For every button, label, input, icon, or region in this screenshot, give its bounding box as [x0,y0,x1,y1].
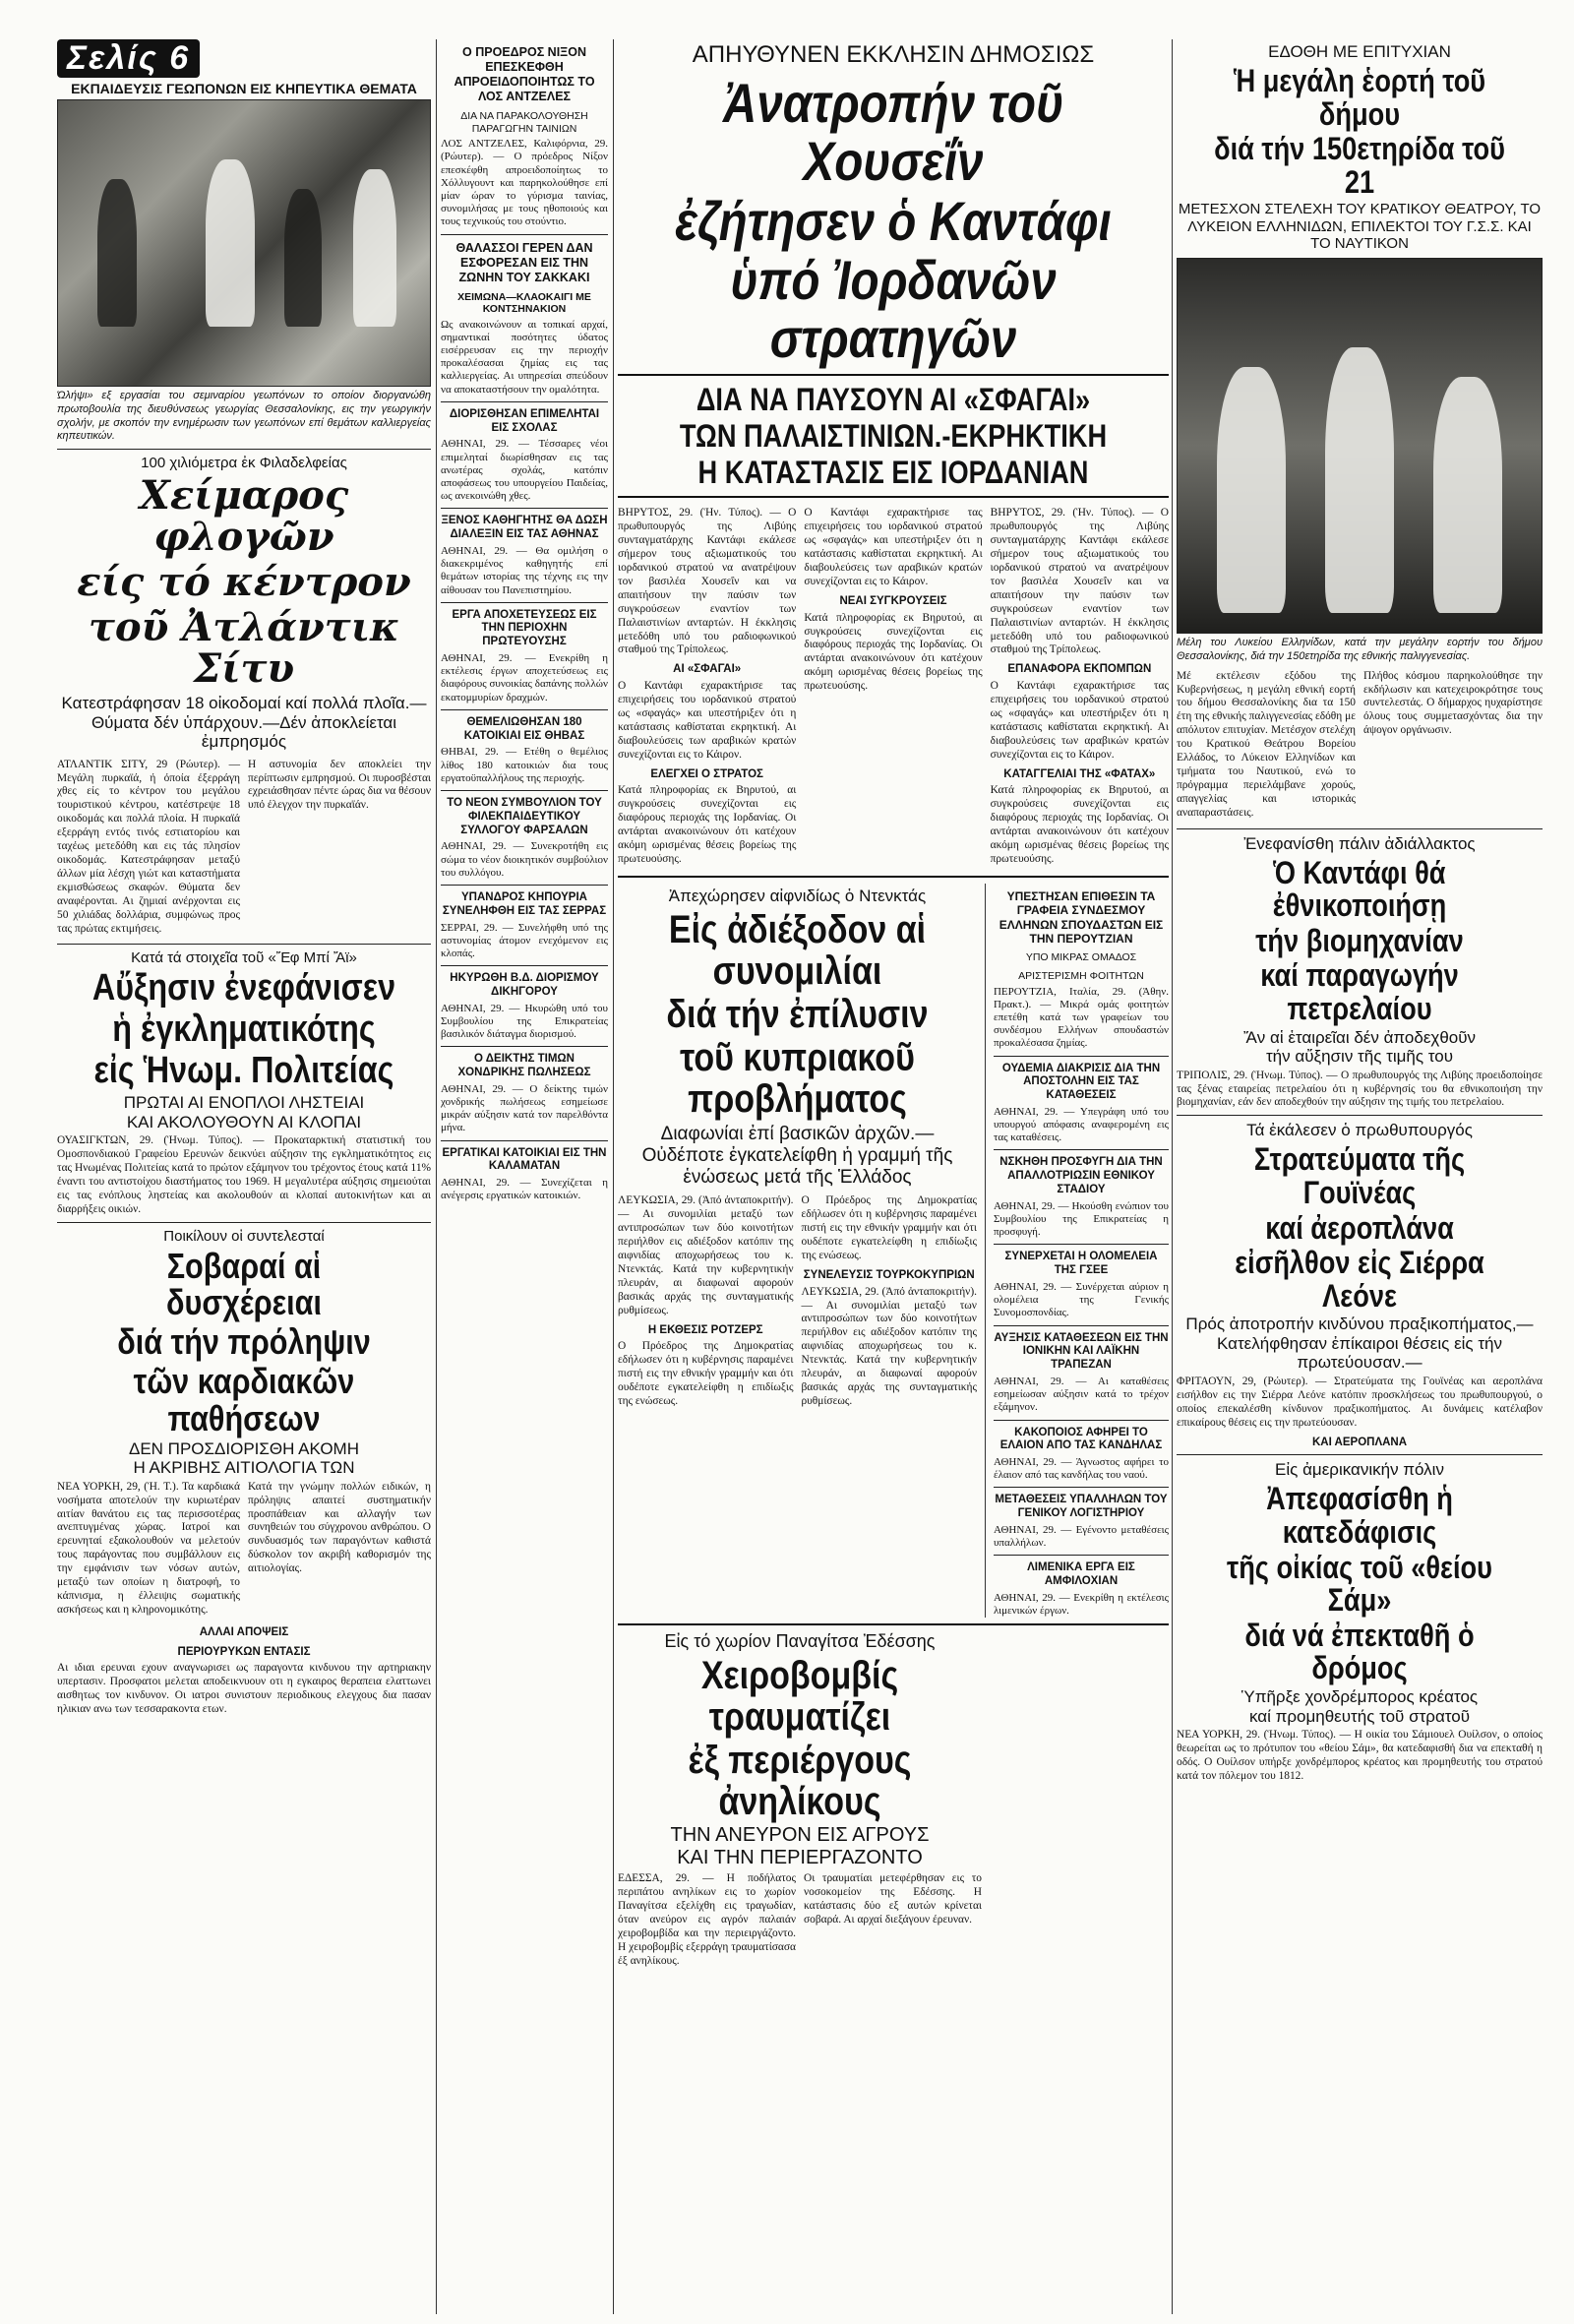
brief-body: ΠΕΡΟΥΤΖΙΑ, Ιταλία, 29. (Ἀθην. Πρακτ.). — Μικρά ομάς φοιτητών επετέθη κατά των γραφείων του συνδέσμου Ελλήνων σπουδαστών προκαλέσασα ζημίας. [993,985,1169,1050]
brief-body: ΑΘΗΝΑΙ, 29. — Ο δείκτης τιμών χονδρικής πωλήσεως εσημείωσε μικράν αύξησιν κατά τον παρελθόντα μήνα. [441,1082,608,1134]
column-rule [1172,39,1173,2314]
lead-deck: ΤΩΝ ΠΑΛΑΙΣΤΙΝΙΩΝ.-ΕΚΡΗΚΤΙΚΗ [679,417,1108,454]
brief-body: ΑΘΗΝΑΙ, 29. — Ενεκρίθη η εκτέλεσις λιμενικών έργων. [993,1592,1169,1618]
article-body: ΟΥΑΣΙΓΚΤΩΝ, 29. (Ἡνωμ. Τύπος). — Προκαταρκτική στατιστική του Ομοσπονδιακού Γραφείου Ερευνών δεικνύει αύξησιν της εγκληματικότητος εις τας Ηνωμένας Πολιτείας κατά το πρώτον εξάμηνον του τρέχοντος έτους κατά 11% έναντι του αντιστοίχου διαστήματος του 1969. Η μεγαλυτέρα αύξησις σημειούται εις τας ενόπλους ληστείας και ακολουθούν αι κλοπαί αυτοκινήτων και αι διαρρήξεις οικιών. [57,1134,431,1215]
brief-body: ΑΘΗΝΑΙ, 29. — Αι καταθέσεις εσημείωσαν αύξησιν κατά το τρέχον εξάμηνον. [993,1375,1169,1414]
agronomists-photo [57,99,431,387]
story-kicker: Εἰς τό χωρίον Παναγίτσα Ἐδέσσης [664,1631,936,1652]
article-body: ΝΕΑ ΥΟΡΚΗ, 29, (Ἡ. Τ.). Τα καρδιακά νοσήματα αποτελούν την κυριωτέραν αιτίαν θανάτου εις τας περισσοτέρας ανεπτυγμένας χώρας. Ιατροί και ερευνηταί εξακολουθούν να μελετούν τους παράγοντας που συμβάλλουν εις την εμφάνισιν των νόσων αυτών, μεταξύ των οποίων η διατροφή, το κάπνισμα, η έλλειψις σωματικής ασκήσεως και η κληρονομικότης. [57,1480,240,1616]
headline: διά τήν ἐπίλυσιν [666,992,929,1036]
subhead: ΕΠΑΝΑΦΟΡΑ ΕΚΠΟΜΠΩΝ [1007,663,1152,676]
brief-subtitle: ΥΠΟ ΜΙΚΡΑΣ ΟΜΑΔΟΣ [1025,951,1137,964]
article-body: ΤΡΙΠΟΛΙΣ, 29. (Ἡνωμ. Τύπος). — Ο πρωθυπουργός της Λιβύης προειδοποίησε τας ξένας εταιρείας πετρελαίου ότι η κυβέρνησίς του θα εθνικοποιήση την βιομηχανίαν, εάν δεν αποδεχθούν την αύξησιν της τιμής του πετρελαίου. [1177,1069,1543,1109]
article-body: ΑΤΛΑΝΤΙΚ ΣΙΤΥ, 29 (Ρώυτερ). — Μεγάλη πυρκαϊά, ή όποία έξερράγη χθες είς το κέντρον του μεγάλου τουριστικού κέντρου, κατέστρεψε 18 οικοδομάς και πολλά πλοία. Η πυρκαϊά εξερράγη εντός τινός εστιατορίου και ταχέως μετεδόθη και εις τάς πλησίον οικοδομάς. Κατεστράφησαν μεταξύ άλλων μία λέσχη γιώτ και καταστήματα εκμισθώσεως σκαφών. Θύματα δεν αναφέρονται. Αι ζημιαί ανέρχονται εις 50 χιλιάδας δολλάρια, συμφώνως προς τας πρώτας εκτιμήσεις. [57,758,240,935]
brief-title: ΗΚΥΡΩΘΗ Β.Δ. ΔΙΟΡΙΣΜΟΥ ΔΙΚΗΓΟΡΟΥ [450,972,599,998]
article-body: ΒΗΡΥΤΟΣ, 29. (Ἡν. Τύπος). — Ο πρωθυπουργός της Λιβύης συνταγματάρχης Καντάφι εκάλεσε σήμερον τους αξιωματικούς του ιορδανικού στρατού να ανατρέψουν τον βασιλέα Χουσεΐν και να απαιτήσουν την παύσιν των συγκρούσεων εναντίον των Παλαιστινίων ανταρτών. Η έκκλησις μετεδόθη υπό του ραδιοφωνικού σταθμού της Τρίπολεως. [990,507,1169,656]
headline: Σοβαραί αἱ δυσχέρειαι [166,1245,322,1323]
brief-subtitle: ΔΙΑ ΝΑ ΠΑΡΑΚΟΛΟΥΘΗΣΗ ΠΑΡΑΓΩΓΗΝ ΤΑΙΝΙΩΝ [460,110,588,135]
article-body: Μέ εκτέλεσιν εξόδου της Κυβερνήσεως, η μεγάλη εθνική εορτή του δήμου Θεσσαλονίκης δια τα 150 έτη της εθνικής παλιγγενεσίας εδόθη με απόλυτον επιτυχίαν. Μετέσχον στελέχη του Κρατικού Θεάτρου Βορείου Ελλάδος, το Λύκειον Ελληνίδων και τμήματα του Ναυτικού, ενώ το πρόγραμμα περιελάμβανε χορούς, απαγγελίας και ιστορικάς αναπαραστάσεις. [1177,669,1356,819]
lead-kicker: ΑΠΗΥΘΥΝΕΝ ΕΚΚΛΗΣΙΝ ΔΗΜΟΣΙΩΣ [692,41,1095,68]
brief-title: ΑΥΞΗΣΙΣ ΚΑΤΑΘΕΣΕΩΝ ΕΙΣ ΤΗΝ ΙΟΝΙΚΗΝ ΚΑΙ ΛΑΪΚΗΝ ΤΡΑΠΕΖΑΝ [994,1331,1169,1372]
column-3 [618,39,1169,2314]
headline: διά τήν πρόληψιν [117,1321,371,1363]
article-body: Ο Πρόεδρος της Δημοκρατίας εδήλωσεν ότι η κυβέρνησις παραμένει πιστή εις την εθνικήν γραμμήν και ότι ουδέποτε εγκατελείφθη η επιδίωξις της ενώσεως. [618,1340,794,1407]
article-body: Ο Καντάφι εχαρακτήρισε τας επιχειρήσεις του ιορδανικού στρατού ως «σφαγάς» και υπεστήριξεν ότι η κατάστασις καθίσταται εκρηκτική. Αι διαβουλεύσεις των αραβικών κρατών συνεχίζονται εις το Κάιρον. [990,680,1169,761]
article-body: Ο Καντάφι εχαρακτήρισε τας επιχειρήσεις του ιορδανικού στρατού ως «σφαγάς» και υπεστήριξεν ότι η κατάστασις καθίσταται εκρηκτική. Αι διαβουλεύσεις των αραβικών κρατών συνεχίζονται εις το Κάιρον. [804,507,983,587]
story-kicker: Εἰς ἀμερικανικήν πόλιν [1275,1460,1444,1480]
story-kicker: ΕΔΟΘΗ ΜΕ ΕΠΙΤΥΧΙΑΝ [1268,42,1451,61]
page-tag: Σελίς 6 [57,39,200,78]
brief-body: ΑΘΗΝΑΙ, 29. — Άγνωστος αφήρει το έλαιον από τας κανδήλας του ναού. [993,1456,1169,1482]
lead-headline: Ἀνατροπήν τοῦ Χουσεΐν [722,72,1064,192]
brief-body: ΑΘΗΝΑΙ, 29. — Θα ομιλήση ο διακεκριμένος καθηγητής επί θεμάτων ιστορίας της τέχνης εις την αίθουσαν του Πανεπιστημίου. [441,544,608,596]
deck: ΜΕΤΕΣΧΟΝ ΣΤΕΛΕΧΗ ΤΟΥ ΚΡΑΤΙΚΟΥ ΘΕΑΤΡΟΥ, ΤΟ ΛΥΚΕΙΟΝ ΕΛΛΗΝΙΔΩΝ, ΕΠΙΛΕΚΤΟΙ ΤΟΥ Γ.Σ.Σ. ΚΑΙ ΤΟ ΝΑΥΤΙΚΟΝ [1178,201,1542,252]
deck: καί προμηθευτής τοῦ στρατοῦ [1248,1706,1471,1726]
article-body: ΦΡΙΤΑΟΥΝ, 29, (Ρώυτερ). — Στρατεύματα της Γουϊνέας και αεροπλάνα εισήλθον εις την Σιέρρα Λεόνε κατόπιν προσκλήσεως του πρωθυπουργού, ο οποίος επεκαλέσθη κίνδυνον πραξικοπήματος. Αι δυνάμεις κατέλαβον επικαίρους θέσεις εις την πρωτεύουσαν. [1177,1375,1543,1429]
brief-body: ΑΘΗΝΑΙ, 29. — Υπεγράφη υπό του υπουργού απόφασις αναφερομένη εις τας καταθέσεις. [993,1105,1169,1144]
brief-body: ΑΘΗΝΑΙ, 29. — Συνεκροτήθη εις σώμα το νέον διοικητικόν συμβούλιον του συλλόγου. [441,840,608,879]
story-kicker: Τά ἐκάλεσεν ὁ πρωθυπουργός [1246,1121,1473,1140]
headline: τῶν καρδιακῶν παθήσεων [133,1361,355,1438]
column-rule [613,39,614,2314]
brief-body: ΘΗΒΑΙ, 29. — Ετέθη ο θεμέλιος λίθος 180 κατοικιών δια τους εργατοϋπαλλήλους της περιοχής. [441,746,608,784]
photo-caption: Ώλήψι» εξ εργασίαι του σεμιναρίου γεωπόνων το οποίον διοργανώθη πρωτοβουλία της διευθύνσεως γεωργίας Θεσσαλονίκης, εις την γεωργικήν σχολήν, με σκοπόν την ενημέρωσιν των γεωπόνων επί θεμάτων καλλιεργείας κηπευτικών. [57,390,431,443]
headline: Ὁ Καντάφι θά ἐθνικοποιήσῃ [1272,854,1447,924]
deck: ΚΑΙ ΤΗΝ ΠΕΡΙΕΡΓΑΖΟΝΤΟ [677,1847,923,1869]
deck: Ἄν αἱ ἑταιρεῖαι δέν ἀποδεχθοῦν [1242,1027,1477,1047]
brief-body: ΑΘΗΝΑΙ, 29. — Ενεκρίθη η εκτέλεσις έργων αποχετεύσεως εις διαφόρους συνοικίας δαπάνης πολλών εκατομμυρίων δραχμών. [441,652,608,703]
brief-body: Ως ανακοινώνουν αι τοπικαί αρχαί, σημαντικαί ποσότητες ύδατος εισέρρευσαν εις την περιοχήν προκαλέσασαι ζημίας εις τας καλλιεργείας. Αι υπηρεσίαι σπεύδουν να αποκαταστήσουν την ομαλότητα. [441,318,608,396]
headline: τοῦ Ἀτλάντικ Σίτυ [88,604,400,692]
brief-title: ΘΕΜΕΛΙΩΘΗΣΑΝ 180 ΚΑΤΟΙΚΙΑΙ ΕΙΣ ΘΗΒΑΣ [463,715,585,742]
deck: Η ΑΚΡΙΒΗΣ ΑΙΤΙΟΛΟΓΙΑ ΤΩΝ [133,1458,355,1478]
brief-title: Ο ΔΕΙΚΤΗΣ ΤΙΜΩΝ ΧΟΝΔΡΙΚΗΣ ΠΩΛΗΣΕΩΣ [457,1053,591,1079]
headline: ἐξ περιέργους ἀνηλίκους [688,1739,912,1824]
brief-title: ΕΡΓΑ ΑΠΟΧΕΤΕΥΣΕΩΣ ΕΙΣ ΤΗΝ ΠΕΡΙΟΧΗΝ ΠΡΩΤΕΥΟΥΣΗΣ [452,608,597,648]
lead-headline: ὑπό Ἰορδανῶν στρατηγῶν [730,249,1057,370]
article-body: Κατά πληροφορίας εκ Βηρυτού, αι συγκρούσεις συνεχίζονται εις διαφόρους περιοχάς της Ιορδανίας. Οι αντάρται ανακοινώνουν ότι κατέχουν ακόμη ωρισμένας θέσεις βορείως της πρωτευούσης. [618,784,797,865]
column-4 [1177,39,1543,2314]
story-kicker: Ἀπεχώρησεν αἰφνιδίως ὁ Ντενκτάς [668,886,927,905]
deck: ΠΡΩΤΑΙ ΑΙ ΕΝΟΠΛΟΙ ΛΗΣΤΕΙΑΙ [123,1093,365,1113]
brief-title: ΜΕΤΑΘΕΣΕΙΣ ΥΠΑΛΛΗΛΩΝ ΤΟΥ ΓΕΝΙΚΟΥ ΛΟΓΙΣΤΗΡΙΟΥ [995,1494,1168,1520]
brief-title: ΟΥΔΕΜΙΑ ΔΙΑΚΡΙΣΙΣ ΔΙΑ ΤΗΝ ΑΠΟΣΤΟΛΗΝ ΕΙΣ ΤΑΣ ΚΑΤΑΘΕΣΕΙΣ [1001,1062,1161,1102]
brief-body: ΑΘΗΝΑΙ, 29. — Συνεχίζεται η ανέγερσις εργατικών κατοικιών. [441,1177,608,1202]
brief-title: ΔΙΟΡΙΣΘΗΣΑΝ ΕΠΙΜΕΛΗΤΑΙ ΕΙΣ ΣΧΟΛΑΣ [449,407,600,434]
article-body: Ο Καντάφι εχαρακτήρισε τας επιχειρήσεις του ιορδανικού στρατού ως «σφαγάς» και υπεστήριξεν ότι η κατάστασις καθίσταται εκρηκτική. Αι διαβουλεύσεις των αραβικών κρατών συνεχίζονται εις το Κάιρον. [618,680,797,761]
article-body: ΝΕΑ ΥΟΡΚΗ, 29. (Ἡνωμ. Τύπος). — Η οικία του Σάμιουελ Ουίλσον, ο οποίος θεωρείται ως το πρότυπον του «θείου Σάμ», θα κατεδαφισθή δια να επεκταθή η οδός. Ο Ουίλσον υπήρξε χονδρέμπορος κρέατος και προμηθευτής του στρατού κατά τον πόλεμον του 1812. [1177,1729,1543,1782]
article-body: Οι τραυματίαι μετεφέρθησαν εις το νοσοκομείον της Εδέσσης. Η κατάστασις δύο εξ αυτών κρίνεται σοβαρά. Αι αρχαί διεξάγουν έρευναν. [804,1872,982,1926]
headline: καί παραγωγήν πετρελαίου [1260,957,1459,1026]
subhead: ΝΕΑΙ ΣΥΓΚΡΟΥΣΕΙΣ [839,594,947,607]
subhead: Η ΕΚΘΕΣΙΣ ΡΟΤΖΕΡΣ [647,1323,763,1336]
deck: Διαφωνίαι ἐπί βασικῶν ἀρχῶν.— Οὐδέποτε ἐγκατελείφθη ἡ γραμμή τῆς ἑνώσεως μετά τῆς Ἑλλάδος [641,1123,953,1188]
headline: τήν βιομηχανίαν [1255,922,1464,958]
headline: εἰσῆλθον εἰς Σιέρρα Λεόνε [1235,1245,1484,1314]
brief-body: ΑΘΗΝΑΙ, 29. — Ηκούσθη ενώπιον του Συμβουλίου της Επικρατείας η προσφυγή. [993,1199,1169,1239]
story-kicker: Κατά τά στοιχεῖα τοῦ «Ἔφ Μπί Ἄϊ» [131,949,357,967]
brief-subtitle: ΑΡΙΣΤΕΡΙΣΜΗ ΦΟΙΤΗΤΩΝ [1018,969,1144,982]
headline: διά νά ἐπεκταθῆ ὁ δρόμος [1244,1617,1475,1686]
brief-body: ΑΘΗΝΑΙ, 29. — Εγένοντο μεταθέσεις υπαλλήλων. [993,1524,1169,1550]
brief-title: ΛΙΜΕΝΙΚΑ ΕΡΓΑ ΕΙΣ ΑΜΦΙΛΟΧΙΑΝ [1027,1561,1135,1588]
lyceum-photo [1177,258,1543,634]
lead-headline: ἐζήτησεν ὁ Καντάφι [675,189,1112,252]
deck: ΔΕΝ ΠΡΟΣΔΙΟΡΙΣΘΗ ΑΚΟΜΗ [128,1438,359,1458]
column-rule [436,39,437,2314]
subhead: ΑΙ «ΣΦΑΓΑΙ» [673,663,742,676]
brief-title: ΥΠΕΣΤΗΣΑΝ ΕΠΙΘΕΣΙΝ ΤΑ ΓΡΑΦΕΙΑ ΣΥΝΔΕΣΜΟΥ ΕΛΛΗΝΩΝ ΣΠΟΥΔΑΣΤΩΝ ΕΙΣ ΤΗΝ ΠΕΡΟΥΤΖΙΑΝ [999,888,1164,946]
deck: Κατεστράφησαν 18 οἰκοδομαί καί πολλά πλοῖα.— Θύματα δέν ὑπάρχουν.—Δέν ἀποκλείεται ἐμπρησμός [61,694,427,752]
brief-title: ΥΠΑΝΔΡΟΣ ΚΗΠΟΥΡΙΑ ΣΥΝΕΛΗΦΘΗ ΕΙΣ ΤΑΣ ΣΕΡΡΑΣ [442,890,607,917]
brief-title: ΘΑΛΑΣΣΟΙ ΓΕΡΕΝ ΔΑΝ ΕΣΦΟΡΕΣΑΝ ΕΙΣ ΤΗΝ ΖΩΝΗΝ ΤΟΥ ΣΑΚΚΑΚΙ [455,240,593,284]
article-body: Ο Πρόεδρος της Δημοκρατίας εδήλωσεν ότι η κυβέρνησις παραμένει πιστή εις την εθνικήν γραμμήν και ότι ουδέποτε εγκατελείφθη η επιδίωξις της ενώσεως. [801,1194,977,1261]
headline: Χειροβομβίς τραυματίζει [700,1654,899,1740]
deck: ΤΗΝ ΑΝΕΥΡΟΝ ΕΙΣ ΑΓΡΟΥΣ [670,1824,930,1847]
brief-title: ΤΟ ΝΕΟΝ ΣΥΜΒΟΥΛΙΟΝ ΤΟΥ ΦΙΛΕΚΠΑΙΔΕΥΤΙΚΟΥ ΣΥΛΛΟΓΟΥ ΦΑΡΣΑΛΩΝ [447,796,602,836]
deck: Ὑπῆρξε χονδρέμπορος κρέατος [1241,1686,1479,1706]
subhead: ΑΛΛΑΙ ΑΠΟΨΕΙΣ [199,1625,289,1638]
headline: Ἀπεφασίσθη ἡ κατεδάφισις [1266,1481,1453,1550]
section-kicker: ΕΚΠΑΙΔΕΥΣΙΣ ΓΕΩΠΟΝΩΝ ΕΙΣ ΚΗΠΕΥΤΙΚΑ ΘΕΜΑΤΑ [71,81,417,96]
article-body: Κατά πληροφορίας εκ Βηρυτού, αι συγκρούσεις συνεχίζονται εις διαφόρους περιοχάς της Ιορδανίας. Οι αντάρται ανακοινώνουν ότι κατέχουν ακόμη ωρισμένας θέσεις βορείως της πρωτευούσης. [990,784,1169,865]
story-kicker: Ποικίλουν οἱ συντελεσταί [163,1227,325,1245]
article-body: Κατά πληροφορίας εκ Βηρυτού, αι συγκρούσεις συνεχίζονται εις διαφόρους περιοχάς της Ιορδανίας. Οι αντάρται ανακοινώνουν ότι κατέχουν ακόμη ωρισμένας θέσεις βορείως της πρωτευούσης. [804,611,983,693]
column-2 [441,39,608,2314]
article-body: ΕΔΕΣΣΑ, 29. — Η ποδήλατος περιπάτου ανηλίκων εις το χωρίον Παναγίτσα εξελίχθη εις τραγωδίαν, όταν ανεύρον εις αγρόν παλαιάν χειροβομβίδα και την περιειργάζοντο. Η χειροβομβίς εξερράγη τραυματίσασα έξ ανηλίκους. [618,1872,796,1967]
brief-title: ΕΡΓΑΤΙΚΑΙ ΚΑΤΟΙΚΙΑΙ ΕΙΣ ΤΗΝ ΚΑΛΑΜΑΤΑΝ [442,1146,607,1173]
subhead: ΠΕΡΙΟΥΡΥΚΩΝ ΕΝΤΑΣΙΣ [177,1645,311,1658]
brief-title: ΞΕΝΟΣ ΚΑΘΗΓΗΤΗΣ ΘΑ ΔΩΣΗ ΔΙΑΛΕΞΙΝ ΕΙΣ ΤΑΣ ΑΘΗΝΑΣ [441,515,608,541]
brief-title: Ο ΠΡΟΕΔΡΟΣ ΝΙΞΟΝ ΕΠΕΣΚΕΦΘΗ ΑΠΡΟΕΙΔΟΠΟΙΗΤΩΣ ΤΟ ΛΟΣ ΑΝΤΖΕΛΕΣ [454,45,595,103]
headline: τῆς οἰκίας τοῦ «θείου Σάμ» [1227,1549,1492,1619]
lead-deck: Η ΚΑΤΑΣΤΑΣΙΣ ΕΙΣ ΙΟΡΔΑΝΙΑΝ [697,454,1089,490]
article-body: Πλήθος κόσμου παρηκολούθησε την εκδήλωσιν και κατεχειροκρότησε τους συντελεστάς. Ο δήμαρχος ηυχαρίστησε όλους τους συμμετασχόντας δια την άψογον οργάνωσιν. [1363,669,1543,737]
headline: καί ἀεροπλάνα [1265,1209,1454,1246]
headline: Ἡ μεγάλη ἑορτή τοῦ δήμου [1233,63,1486,132]
deck: Πρός ἀποτροπήν κινδύνου πραξικοπήματος,—Κατελήφθησαν ἐπίκαιροι θέσεις εἰς τήν πρωτεύουσαν.— [1185,1315,1534,1373]
lead-deck: ΔΙΑ ΝΑ ΠΑΥΣΟΥΝ ΑΙ «ΣΦΑΓΑΙ» [696,381,1091,417]
headline: ἡ ἐγκληματικότης [112,1009,376,1051]
brief-title: ΚΑΚΟΠΟΙΟΣ ΑΦΗΡΕΙ ΤΟ ΕΛΑΙΟΝ ΑΠΟ ΤΑΣ ΚΑΝΔΗΛΑΣ [999,1426,1163,1452]
brief-title: ΣΥΝΕΡΧΕΤΑΙ Η ΟΛΟΜΕΛΕΙΑ ΤΗΣ ΓΣΕΕ [1004,1251,1158,1277]
headline: Αὔξησιν ἐνεφάνισεν [91,967,396,1009]
headline: διά τήν 150ετηρίδα τοῦ 21 [1214,131,1505,200]
brief-body: ΑΘΗΝΑΙ, 29. — Συνέρχεται αύριον η ολομέλεια της Γενικής Συνομοσπονδίας. [993,1281,1169,1319]
subhead: ΚΑΙ ΑΕΡΟΠΛΑΝΑ [1311,1436,1408,1448]
brief-body: ΑΘΗΝΑΙ, 29. — Ηκυρώθη υπό του Συμβουλίου της Επικρατείας βασιλικόν διάταγμα διορισμού. [441,1002,608,1041]
brief-body: ΑΘΗΝΑΙ, 29. — Τέσσαρες νέοι επιμεληταί διωρίσθησαν εις τας ανωτέρας σχολάς, κατόπιν αποφάσεως του υπουργείου Παιδείας, ως ανεκοινώθη χθες. [441,438,608,503]
brief-subtitle: ΧΕΙΜΩΝΑ—ΚΛΑΟΚΑΙΓΙ ΜΕ ΚΟΝΤΣΗΝΑΚΙΟΝ [457,290,591,316]
brief-body: ΛΟΣ ΑΝΤΖΕΛΕΣ, Καλιφόρνια, 29. (Ρώυτερ). — Ο πρόεδρος Νίξον επεσκέφθη απροειδοποίητως το Χόλλυγουντ και παρηκολούθησε επί μίαν ώραν το γύρισμα ταινίας, συνομιλήσας με τους ηθοποιούς και τους τεχνικούς του στούντιο. [441,138,608,228]
brief-body: ΣΕΡΡΑΙ, 29. — Συνελήφθη υπό της αστυνομίας άτομον ενεχόμενον εις κλοπάς. [441,921,608,959]
headline: είς τό κέντρον [77,559,411,605]
article-body: Η αστυνομία δεν αποκλείει την περίπτωσιν εμπρησμού. Οι πυροσβέσται εχρειάσθησαν πέντε ώρας δια να θέσουν υπό έλεγχον την πυρκαϊάν. [248,758,431,812]
headline: Στρατεύματα τῆς Γουϊνέας [1253,1141,1466,1210]
story-kicker: Ἐνεφανίσθη πάλιν ἀδιάλλακτος [1243,833,1476,853]
subhead: ΕΛΕΓΧΕΙ Ο ΣΤΡΑΤΟΣ [650,767,763,780]
headline: Χείμαρος φλογῶν [139,472,349,560]
article-body: ΒΗΡΥΤΟΣ, 29. (Ἡν. Τύπος). — Ο πρωθυπουργός της Λιβύης συνταγματάρχης Καντάφι εκάλεσε σήμερον τους αξιωματικούς του ιορδανικού στρατού να ανατρέψουν τον βασιλέα Χουσεΐν και να απαιτήσουν την παύσιν των συγκρούσεων εναντίον των Παλαιστινίων ανταρτών. Η έκκλησις μετεδόθη υπό του ραδιοφωνικού σταθμού της Τρίπολεως. [618,507,797,656]
photo-caption: Μέλη του Λυκείου Ελληνίδων, κατά την μεγάλην εορτήν του δήμου Θεσσαλονίκης, διά την 150ετηρίδα της εθνικής παλιγγενεσίας. [1177,637,1543,662]
headline: Εἰς ἀδιέξοδον αἱ συνομιλίαι [668,907,927,993]
headline: τοῦ κυπριακοῦ προβλήματος [680,1035,915,1121]
deck: ΚΑΙ ΑΚΟΛΟΥΘΟΥΝ ΑΙ ΚΛΟΠΑΙ [126,1112,362,1131]
subhead: ΚΑΤΑΓΓΕΛΙΑΙ ΤΗΣ «ΦΑΤΑΧ» [1003,767,1156,780]
subhead: ΣΥΝΕΛΕΥΣΙΣ ΤΟΥΡΚΟΚΥΠΡΙΩΝ [803,1268,975,1281]
article-body: ΛΕΥΚΩΣΙΑ, 29. (Ἀπό ἀνταποκριτήν). — Αι συνομιλίαι μεταξύ των αντιπροσώπων των δύο κοινοτήτων περιήλθον εις αδιέξοδον κατόπιν της αιφνιδίας αποχωρήσεως του κ. Ντενκτάς. Κατά την κυβερνητικήν πλευράν, αι διαφωναί αφορούν βασικάς αρχάς της συνταγματικής ρυθμίσεως. [801,1285,977,1407]
story-kicker: 100 χιλιόμετρα ἐκ Φιλαδελφείας [141,455,347,471]
article-body: Κατά την γνώμην πολλών ειδικών, η πρόληψις απαιτεί συστηματικήν προσπάθειαν και αλλαγήν των συνηθειών του σύγχρονου ανθρώπου. Ο συνδυασμός των παραγόντων καθιστά δύσκολον τον ακριβή καθορισμόν της αιτιολογίας. [248,1480,431,1575]
headline: εἰς Ἡνωμ. Πολιτείας [93,1050,394,1092]
brief-title: ΝΣΚΗΘΗ ΠΡΟΣΦΥΓΗ ΔΙΑ ΤΗΝ ΑΠΑΛΛΟΤΡΙΩΣΙΝ ΕΘΝΙΚΟΥ ΣΤΑΔΙΟΥ [999,1156,1163,1196]
article-body: Αι ιδιαι ερευναι εχουν αναγνωρισει ως παραγοντα κινδυνου την αρτηριακην υπερτασιν. Προσφατοι μελεται αποδεικνυουν οτι η εγκαιρος θεραπεια ελαττωνει αισθητως τον κινδυνον. Οι ιατροι συνιστουν περιοδικους ελεγχους δια πασαν ηλικιαν ανω των τεσσαρακοντα ετων. [57,1662,431,1716]
article-body: ΛΕΥΚΩΣΙΑ, 29. (Ἀπό ἀνταποκριτήν). — Αι συνομιλίαι μεταξύ των αντιπροσώπων των δύο κοινοτήτων περιήλθον εις αδιέξοδον κατόπιν της αιφνιδίας αποχωρήσεως του κ. Ντενκτάς. Κατά την κυβερνητικήν πλευράν, αι διαφωναί αφορούν βασικάς αρχάς της συνταγματικής ρυθμίσεως. [618,1194,794,1316]
deck: τήν αὔξησιν τῆς τιμῆς του [1265,1047,1454,1067]
column-1 [57,39,431,2314]
